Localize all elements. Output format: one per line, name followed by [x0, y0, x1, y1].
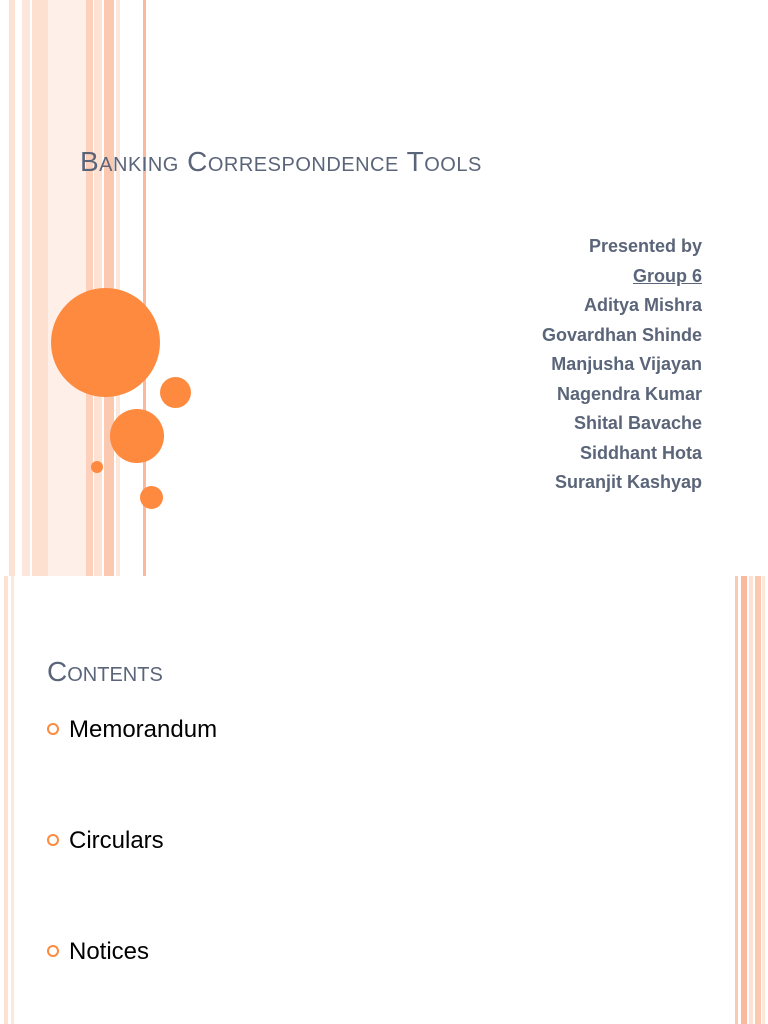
- decorative-circle: [110, 409, 164, 463]
- contents-slide: [0, 576, 768, 1024]
- member-name: Suranjit Kashyap: [554, 472, 702, 492]
- list-item: [47, 825, 217, 936]
- member-name: Govardhan Shinde: [541, 324, 702, 345]
- decorative-circle: [140, 486, 163, 509]
- member-name: Manjusha Vijayan: [551, 354, 702, 374]
- member-name: Aditya Mishra: [583, 295, 702, 315]
- decorative-stripe: [86, 0, 93, 576]
- decorative-stripe: [749, 576, 753, 1024]
- decorative-stripe: [22, 0, 30, 576]
- presenter-block: [542, 234, 702, 500]
- decorative-stripe: [48, 0, 86, 576]
- circle-bullet-icon: [47, 834, 59, 846]
- list-item-label: Memorandum: [69, 716, 218, 743]
- decorative-circle: [51, 288, 160, 397]
- circle-bullet-icon: [47, 945, 59, 957]
- decorative-stripe: [11, 576, 14, 1024]
- decorative-circle: [91, 461, 103, 473]
- decorative-circle: [160, 377, 191, 408]
- decorative-stripe: [116, 0, 120, 576]
- group-link[interactable]: Group 6: [632, 265, 702, 286]
- decorative-stripe: [32, 0, 48, 576]
- decorative-stripe: [9, 0, 15, 576]
- list-item-label: Circulars: [69, 827, 164, 854]
- circle-bullet-icon: [47, 723, 59, 735]
- slide-title: Banking Correspondence Tools: [80, 146, 482, 177]
- member-name: Shital Bavache: [573, 413, 702, 433]
- slide-title: Contents: [47, 656, 163, 687]
- decorative-stripe: [4, 576, 8, 1024]
- presented-by-label: Presented by: [588, 236, 702, 256]
- decorative-stripe: [741, 576, 747, 1024]
- decorative-stripe: [735, 576, 738, 1024]
- list-item: [47, 714, 217, 825]
- list-item-label: Notices: [69, 938, 150, 965]
- decorative-stripe: [755, 576, 761, 1024]
- member-name: Siddhant Hota: [580, 442, 702, 463]
- member-name: Nagendra Kumar: [556, 383, 702, 404]
- decorative-stripe: [762, 576, 765, 1024]
- list-item: [47, 936, 217, 1024]
- contents-list: [47, 714, 217, 1024]
